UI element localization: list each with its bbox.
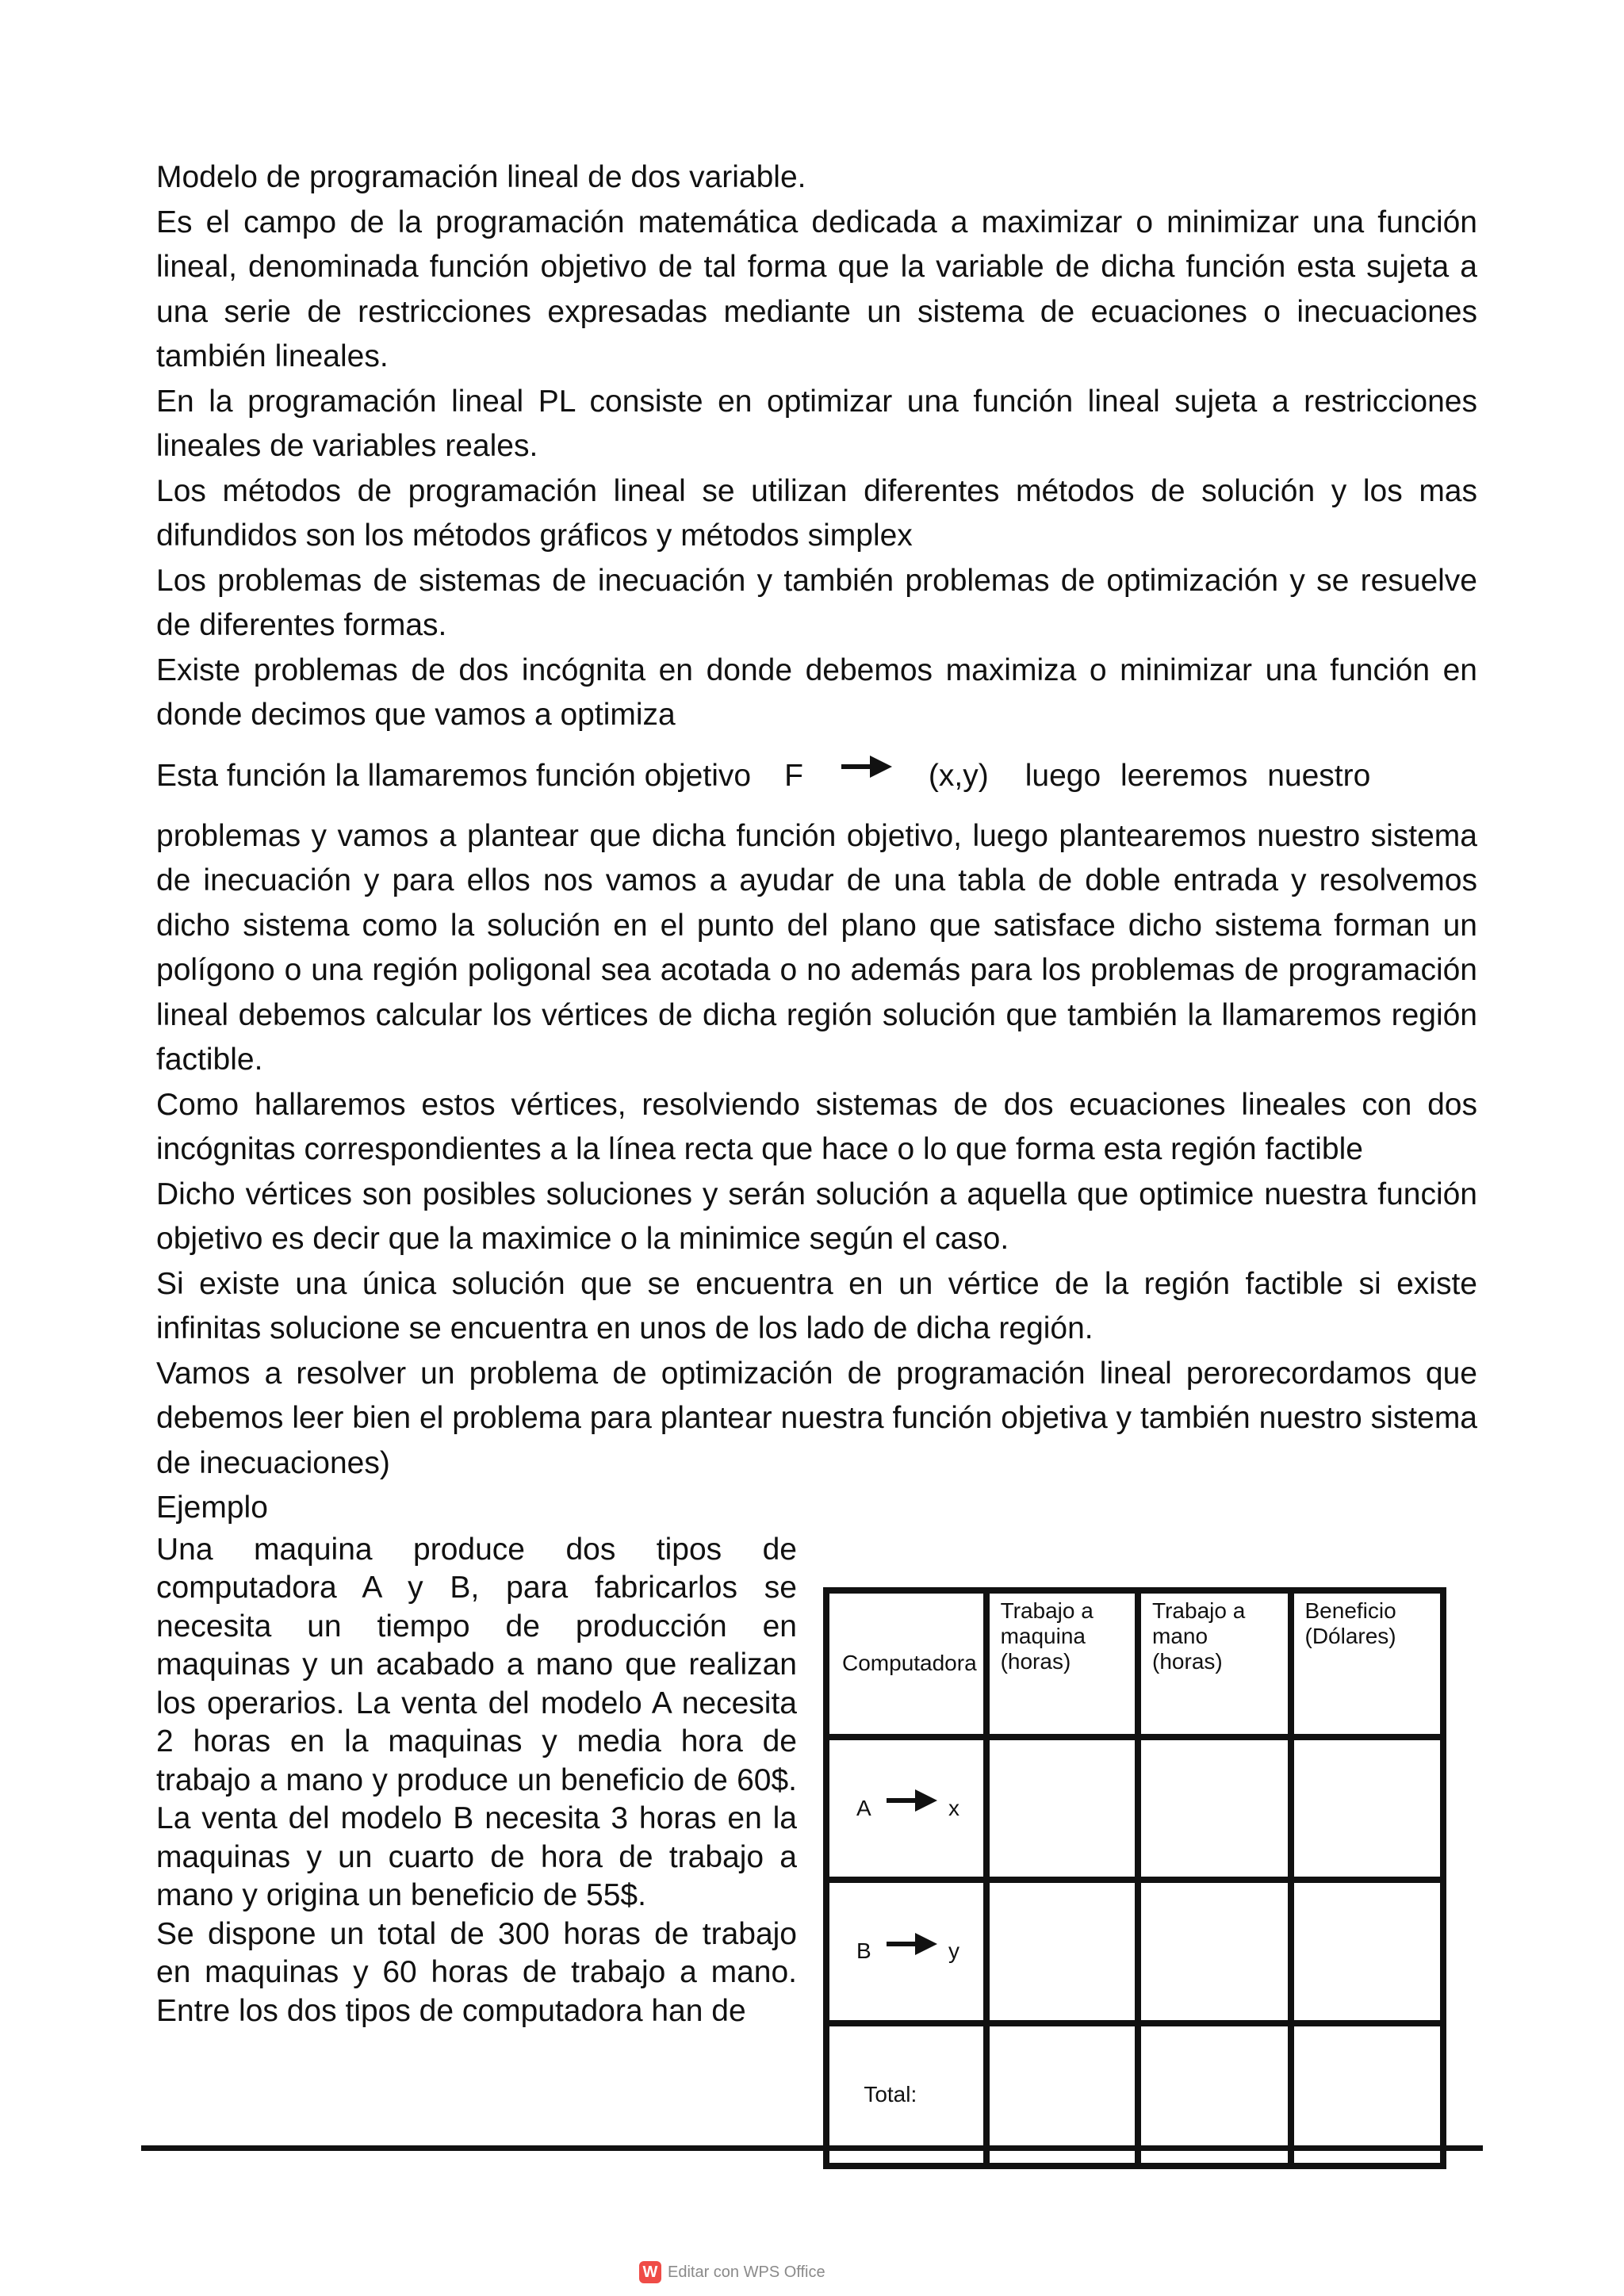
paragraph: Los métodos de programación lineal se utilizan diferentes métodos de solución y los mas difundidos son los métodos gráficos y métodos simplex xyxy=(156,473,1477,553)
wps-watermark xyxy=(639,2261,825,2283)
paragraph: En la programación lineal PL consiste en optimizar una función lineal sujeta a restricciones lineales de variables reales. xyxy=(156,384,1477,463)
document-title: Modelo de programación lineal de dos variable. xyxy=(156,160,806,194)
production-table xyxy=(823,1587,1446,2169)
row-label: B xyxy=(856,1938,871,1964)
table-cell xyxy=(1138,1880,1290,2022)
row-label: A xyxy=(856,1795,871,1820)
total-label: Total: xyxy=(864,2081,917,2107)
objective-line-tail-text: luego leeremos nuestro xyxy=(1025,758,1371,793)
paragraph: Como hallaremos estos vértices, resolviendo sistemas de dos ecuaciones lineales con dos incógnitas correspondientes a la línea recta que hace o lo que forma esta región factible xyxy=(156,1087,1477,1166)
paragraph: Existe problemas de dos incógnita en donde debemos maximiza o minimizar una función en donde decimos que vamos a optimiza xyxy=(156,652,1477,732)
objective-line-text: Esta función la llamaremos función objetivo xyxy=(156,758,752,793)
paragraph: Vamos a resolver un problema de optimización de programación lineal perorecordamos que debemos leer bien el problema para plantear nuestra función objetiva y también nuestro sistema de inecuaciones) xyxy=(156,1356,1477,1480)
paragraph: Dicho vértices son posibles soluciones y serán solución a aquella que optimice nuestra función objetivo es decir que la maximice o la minimice según el caso. xyxy=(156,1177,1477,1256)
table-cell xyxy=(986,1880,1138,2022)
objective-function-line xyxy=(156,738,1477,814)
paragraph: Los problemas de sistemas de inecuación y también problemas de optimización y se resuelve de diferentes formas. xyxy=(156,563,1477,642)
row-variable: y xyxy=(948,1938,959,1964)
right-arrow-icon xyxy=(880,1930,948,1973)
table-cell xyxy=(1291,1737,1444,1880)
horizontal-rule xyxy=(141,2145,1483,2151)
table-cell xyxy=(1291,1880,1444,2022)
paragraph: Es el campo de la programación matemática dedicada a maximizar o minimizar una función lineal, denominada función objetivo de tal forma que la variable de dicha función esta sujeta a una serie de restricciones expresadas mediante un sistema de ecuaciones o inecuaciones también lineales. xyxy=(156,205,1477,373)
total-label-cell xyxy=(826,2023,986,2166)
example-text xyxy=(156,1531,797,2031)
example-heading: Ejemplo xyxy=(156,1490,268,1525)
header-trabajo-maquina: Trabajo a maquina (horas) xyxy=(986,1590,1138,1737)
right-arrow-icon xyxy=(841,752,892,800)
table-cell xyxy=(986,2023,1138,2166)
row-variable: x xyxy=(948,1795,959,1820)
table-row xyxy=(826,1880,1443,2022)
table-cell xyxy=(1138,1737,1290,1880)
objective-xy-label: (x,y) xyxy=(928,758,989,793)
table-cell xyxy=(986,1737,1138,1880)
paragraph: Si existe una única solución que se encuentra en un vértice de la región factible si existe infinitas solucione se encuentra en unos de los lado de dicha región. xyxy=(156,1266,1477,1345)
table-cell xyxy=(1291,2023,1444,2166)
example-paragraph: Una maquina produce dos tipos de computadora A y B, para fabricarlos se necesita un tiempo de producción en maquinas y un acabado a mano que realizan los operarios. La venta del modelo A necesita 2 horas en la maquinas y media hora de trabajo a mano y produce un beneficio de 60$. La venta del modelo B necesita 3 horas en la maquinas y un cuarto de hora de trabajo a mano y origina un beneficio de 55$. xyxy=(156,1532,797,1912)
objective-f-label: F xyxy=(784,758,803,793)
example-paragraph: Se dispone un total de 300 horas de trabajo en maquinas y 60 horas de trabajo a mano. Entre los dos tipos de computadora han de xyxy=(156,1916,797,2028)
row-label-cell xyxy=(826,1880,986,2022)
right-arrow-icon xyxy=(880,1786,948,1830)
table-header-row xyxy=(826,1590,1443,1737)
table-row xyxy=(826,1737,1443,1880)
objective-line-tail xyxy=(1025,759,1477,794)
header-computadora: Computadora xyxy=(826,1590,986,1737)
header-beneficio: Beneficio (Dólares) xyxy=(1291,1590,1444,1737)
table-cell xyxy=(1138,2023,1290,2166)
watermark-text: Editar con WPS Office xyxy=(668,2263,825,2281)
wps-logo-icon: W xyxy=(639,2261,661,2283)
row-label-cell xyxy=(826,1737,986,1880)
header-trabajo-mano: Trabajo a mano (horas) xyxy=(1138,1590,1290,1737)
paragraph: problemas y vamos a plantear que dicha función objetivo, luego plantearemos nuestro sistema de inecuación y para ellos nos vamos a ayudar de una tabla de doble entrada y resolvemos dicho sistema como la solución en el punto del plano que satisface dicho sistema forman un polígono o una región poligonal sea acotada o no además para los problemas de programación lineal debemos calcular los vértices de dicha región solución que también la llamaremos región factible. xyxy=(156,818,1477,1077)
table-total-row xyxy=(826,2023,1443,2166)
